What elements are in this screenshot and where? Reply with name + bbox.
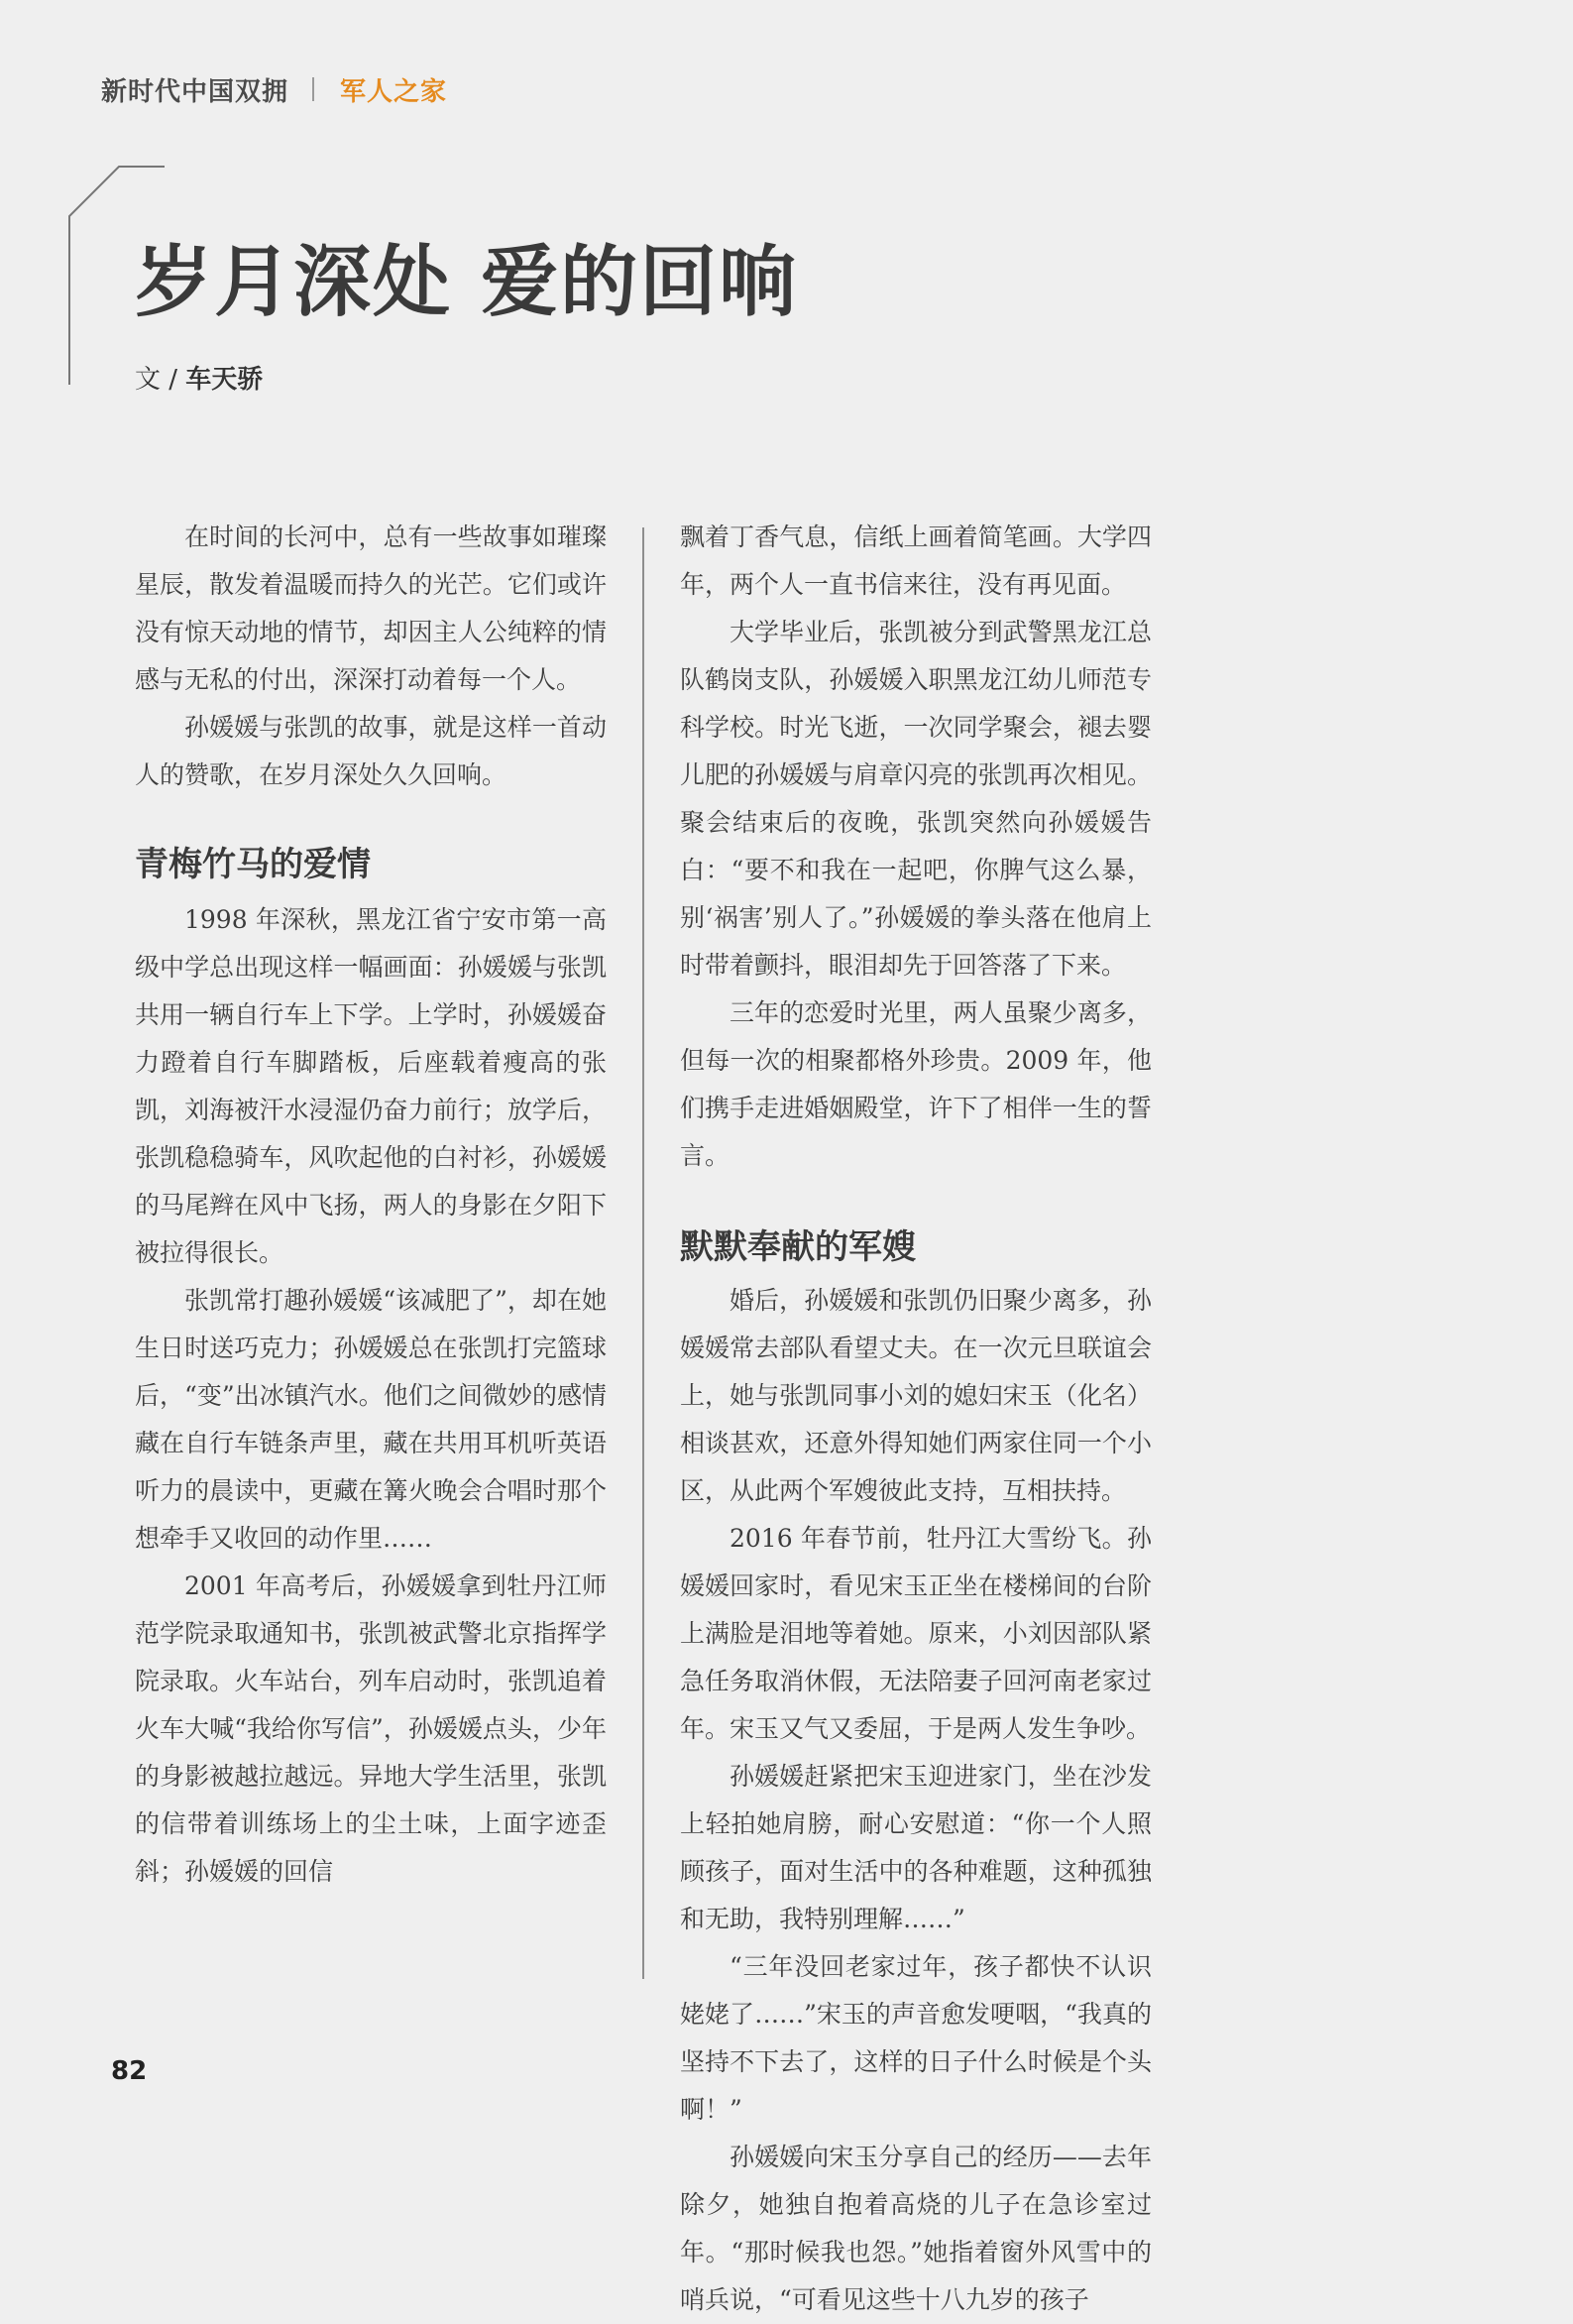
page-number: 82 xyxy=(111,2056,148,2086)
column-divider xyxy=(642,527,644,1979)
right-column xyxy=(680,514,1152,2324)
paragraph: 孙媛媛赶紧把宋玉迎进家门，坐在沙发上轻拍她肩膀，耐心安慰道：“你一个人照顾孩子，面对生活中的各种难题，这种孤独和无助，我特别理解……” xyxy=(680,1762,1152,1933)
left-column xyxy=(135,514,607,1896)
paragraph: 婚后，孙媛媛和张凯仍旧聚少离多，孙媛媛常去部队看望丈夫。在一次元旦联谊会上，她与张凯同事小刘的媳妇宋玉（化名）相谈甚欢，还意外得知她们两家住同一个小区，从此两个军嫂彼此支持，互相扶持。 xyxy=(680,1286,1152,1505)
byline-prefix: 文 / xyxy=(135,365,186,395)
paragraph: “三年没回老家过年，孩子都快不认识姥姥了……”宋玉的声音愈发哽咽，“我真的坚持不下去了，这样的日子什么时候是个头啊！” xyxy=(680,1952,1152,2124)
author-name: 车天骄 xyxy=(185,365,264,395)
paragraph-continuation: 飘着丁香气息，信纸上画着简笔画。大学四年，两个人一直书信来往，没有再见面。 xyxy=(680,523,1152,599)
article-title: 岁月深处 爱的回响 xyxy=(135,237,799,327)
section-name: 军人之家 xyxy=(340,76,448,107)
paragraph: 2016 年春节前，牡丹江大雪纷飞。孙媛媛回家时，看见宋玉正坐在楼梯间的台阶上满脸是泪地等着她。原来，小刘因部队紧急任务取消休假，无法陪妻子回河南老家过年。宋玉又气又委屈，于是两人发生争吵。 xyxy=(680,1524,1152,1743)
paragraph: 1998 年深秋，黑龙江省宁安市第一高级中学总出现这样一幅画面：孙媛媛与张凯共用一辆自行车上下学。上学时，孙媛媛奋力蹬着自行车脚踏板，后座载着瘦高的张凯，刘海被汗水浸湿仍奋力前行；放学后，张凯稳稳骑车，风吹起他的白衬衫，孙媛媛的马尾辫在风中飞扬，两人的身影在夕阳下被拉得很长。 xyxy=(135,905,607,1267)
header-separator xyxy=(312,77,314,101)
corner-bracket-decoration xyxy=(0,0,198,397)
paragraph: 张凯常打趣孙媛媛“该减肥了”，却在她生日时送巧克力；孙媛媛总在张凯打完篮球后，“变”出冰镇汽水。他们之间微妙的感情藏在自行车链条声里，藏在共用耳机听英语听力的晨读中，更藏在篝火晚会合唱时那个想牵手又收回的动作里…… xyxy=(135,1286,607,1553)
byline xyxy=(135,359,263,396)
section-heading: 默默奉献的军嫂 xyxy=(680,1227,916,1267)
paragraph: 孙媛媛与张凯的故事，就是这样一首动人的赞歌，在岁月深处久久回响。 xyxy=(135,713,607,789)
paragraph: 三年的恋爱时光里，两人虽聚少离多，但每一次的相聚都格外珍贵。2009 年，他们携手走进婚姻殿堂，许下了相伴一生的誓言。 xyxy=(680,998,1152,1170)
paragraph: 大学毕业后，张凯被分到武警黑龙江总队鹤岗支队，孙媛媛入职黑龙江幼儿师范专科学校。时光飞逝，一次同学聚会，褪去婴儿肥的孙媛媛与肩章闪亮的张凯再次相见。聚会结束后的夜晚，张凯突然向孙媛媛告白：“要不和我在一起吧，你脾气这么暴，别‘祸害’别人了。”孙媛媛的拳头落在他肩上时带着颤抖，眼泪却先于回答落了下来。 xyxy=(680,618,1152,980)
magazine-name: 新时代中国双拥 xyxy=(101,76,289,107)
section-heading: 青梅竹马的爱情 xyxy=(135,845,371,884)
paragraph: 在时间的长河中，总有一些故事如璀璨星辰，散发着温暖而持久的光芒。它们或许没有惊天动地的情节，却因主人公纯粹的情感与无私的付出，深深打动着每一个人。 xyxy=(135,523,607,694)
paragraph: 孙媛媛向宋玉分享自己的经历——去年除夕，她独自抱着高烧的儿子在急诊室过年。“那时候我也怨。”她指着窗外风雪中的哨兵说，“可看见这些十八九岁的孩子 xyxy=(680,2143,1152,2314)
paragraph: 2001 年高考后，孙媛媛拿到牡丹江师范学院录取通知书，张凯被武警北京指挥学院录取。火车站台，列车启动时，张凯追着火车大喊“我给你写信”，孙媛媛点头，少年的身影被越拉越远。异地大学生活里，张凯的信带着训练场上的尘土味，上面字迹歪斜；孙媛媛的回信 xyxy=(135,1571,607,1886)
